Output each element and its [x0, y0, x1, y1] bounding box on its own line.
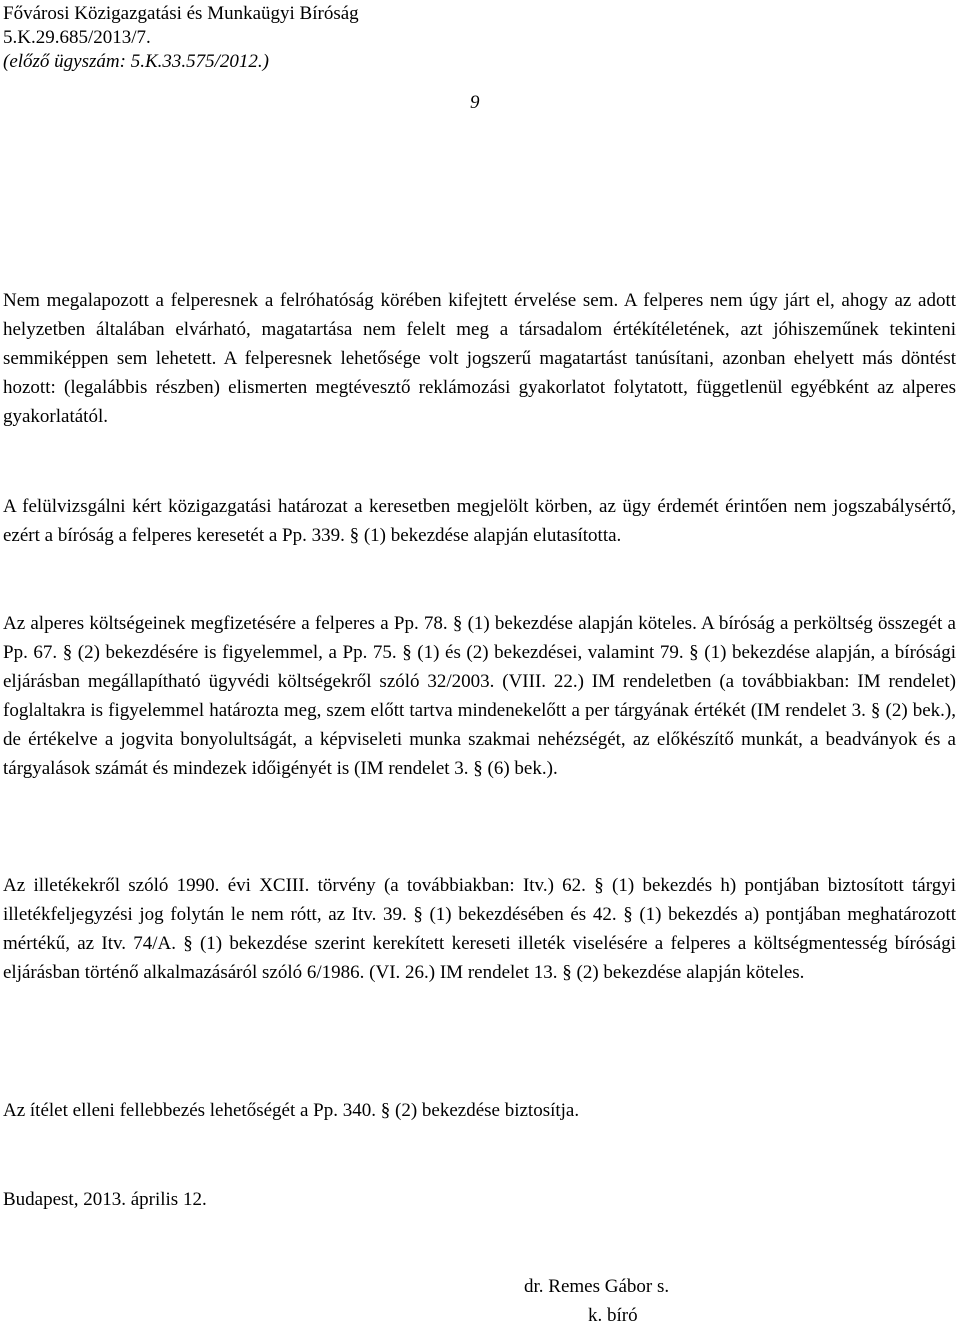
signature-name: dr. Remes Gábor s. — [524, 1276, 670, 1297]
previous-case-number: (előző ügyszám: 5.K.33.575/2012.) — [3, 51, 269, 72]
signature-title: k. bíró — [588, 1305, 638, 1326]
paragraph-fees: Az illetékekről szóló 1990. évi XCIII. törvény (a továbbiakban: Itv.) 62. § (1) bekezdés h) pontjában biztosított tárgyi illetékfeljegyzési jog folytán le nem rótt, az Itv. 39. § (1) bekezdésében és 42. § (1) bekezdés a) pontjában meghatározott mértékű, az Itv. 74/A. § (1) bekezdése szerint kerekített kereseti illeték viselésére a felperes a költségmentesség bírósági eljárásban történő alkalmazásáról szóló 6/1986. (VI. 26.) IM rendelet 13. § (2) bekezdése alapján köteles. — [3, 875, 956, 983]
paragraph-dismissal: A felülvizsgálni kért közigazgatási határozat a keresetben megjelölt körben, az ügy érdemét érintően nem jogszabálysértő, ezért a bíróság a felperes keresetét a Pp. 339. § (1) bekezdése alapján elutasította. — [3, 496, 956, 546]
case-number: 5.K.29.685/2013/7. — [3, 27, 151, 48]
paragraph-costs: Az alperes költségeinek megfizetésére a felperes a Pp. 78. § (1) bekezdése alapján köteles. A bíróság a perköltség összegét a Pp. 67. § (2) bekezdésére is figyelemmel, a Pp. 75. § (1) és (2) bekezdései, valamint 79. § (1) bekezdése alapján, a bírósági eljárásban megállapítható ügyvédi költségekről szóló 32/2003. (VIII. 22.) IM rendeletben (a továbbiakban: IM rendelet) foglaltakra is figyelemmel határozta meg, szem előtt tartva mindenekelőtt a per tárgyának értékét (IM rendelet 3. § (2) bek.), de értékelve a jogvita bonyolultságát, a képviseleti munka szakmai nehézségét, az előkészítő munkát, a beadványok és a tárgyalások számát és mindezek időigényét is (IM rendelet 3. § (6) bek.). — [3, 613, 956, 779]
paragraph-liability: Nem megalapozott a felperesnek a felróhatóság körében kifejtett érvelése sem. A felperes nem úgy járt el, ahogy az adott helyzetben általában elvárható, magatartása nem felelt meg a társadalom értékítéletének, azt jóhiszeműnek tekinteni semmiképpen sem lehetett. A felperesnek lehetősége volt jogszerű magatartást tanúsítani, azonban ehelyett más döntést hozott: (legalábbis részben) elismerten megtévesztő reklámozási gyakorlatot folytatott, függetlenül egyébként az alperes gyakorlatától. — [3, 290, 956, 427]
signature-block — [524, 1272, 669, 1330]
court-name: Fővárosi Közigazgatási és Munkaügyi Bíróság — [3, 3, 359, 24]
document-header — [3, 2, 359, 74]
paragraph-appeal: Az ítélet elleni fellebbezés lehetőségét a Pp. 340. § (2) bekezdése biztosítja. — [3, 1100, 580, 1121]
page-number: 9 — [470, 92, 480, 113]
date-line: Budapest, 2013. április 12. — [3, 1189, 207, 1210]
